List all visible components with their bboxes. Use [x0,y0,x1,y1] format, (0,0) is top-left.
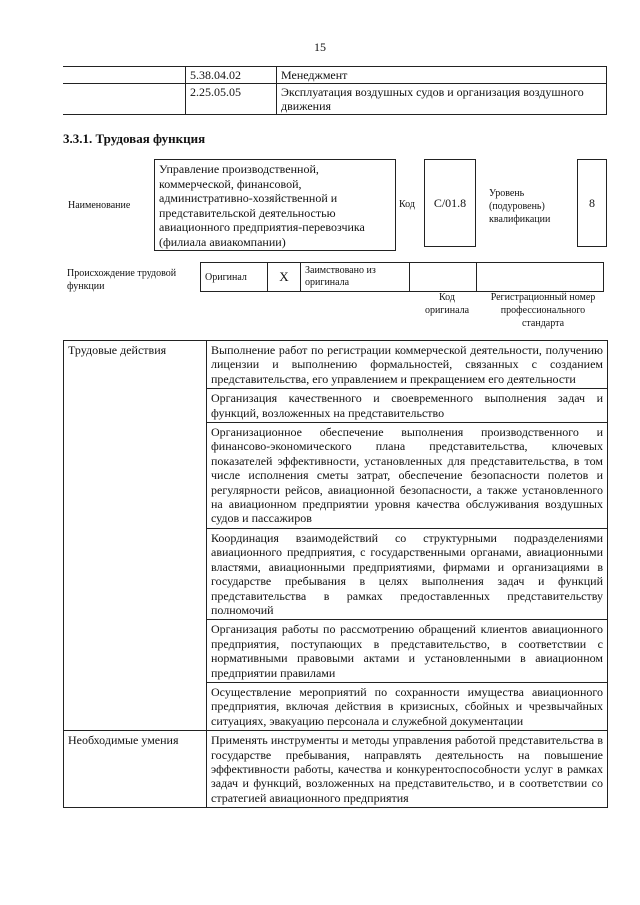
labor-action-item: Организационное обеспечение выполнения производственного и финансово-экономического плана представительства, ключевых показателей эффективности, установленных для представительства, в том числе исполнения сметы затрат, обеспечение безопасности полетов и регулярности рейсов, авиационной безопасности, а также установленного на авиационном предприятии уровня качества обслуживания воздушных судов и пассажиров [207,423,608,529]
code-label: Код [399,199,415,210]
original-mark-cell: X [268,263,301,292]
labor-actions-label: Трудовые действия [64,341,207,731]
skill-item: Применять инструменты и методы управления работой представительства в государстве пребывания, направлять деятельность на повышение эффективности работы, качества и конкурентоспособности услуг в рамках задач и функций, возложенных на представительство, и в соответствии со стратегией авиационного предприятия [207,731,608,808]
level-label [489,187,569,226]
empty-cell [63,84,186,115]
main-table [63,340,608,808]
codes-table [63,66,607,115]
code-original-caption: Код оригинала [424,292,470,316]
function-name-box: Управление производственной, коммерческой, финансовой, административно-хозяйственной и представительской деятельностью авиационного предприятия-перевозчика (филиала авиакомпании) [154,159,396,251]
section-title: 3.3.1. Трудовая функция [63,131,206,146]
origin-table [200,262,604,292]
borrowed-label-cell: Заимствовано из оригинала [301,263,410,292]
code-cell: 2.25.05.05 [186,84,277,115]
page-number: 15 [314,40,326,54]
table-row [64,341,608,389]
skills-label: Необходимые умения [64,731,207,808]
reg-number-cell [477,263,604,292]
name-cell: Эксплуатация воздушных судов и организация воздушного движения [277,84,607,115]
name-label: Наименование [68,200,131,211]
table-row [63,84,607,115]
level-value-box: 8 [577,159,607,247]
table-row [201,263,604,292]
name-cell: Менеджмент [277,67,607,84]
function-code-box: C/01.8 [424,159,476,247]
labor-action-item: Организация работы по рассмотрению обращений клиентов авиационного предприятия, поступающих в представительство, в соответствии с нормативными правовыми актами и установленными в авиационном предприятии правилами [207,620,608,683]
labor-action-item: Выполнение работ по регистрации коммерческой деятельности, получению лицензии и выполнению формальностей, связанных с созданием представительства, его управлением и прекращением его деятельности [207,341,608,389]
labor-action-item: Координация взаимодействий со структурными подразделениями авиационного предприятия, с государственными органами, авиационными властями, авиационными предприятиями, фирмами и организациями в государстве пребывания в целях выполнения задач и функций представительства в рамках предоставленных представительству полномочий [207,528,608,619]
origin-label-text: Происхождение трудовой функции [67,268,177,292]
reg-number-caption: Регистрационный номер профессионального стандарта [490,292,596,329]
code-cell: 5.38.04.02 [186,67,277,84]
labor-action-item: Осуществление мероприятий по сохранности имущества авиационного предприятия, включая действия в кризисных, сбойных и чрезвычайных ситуациях, эвакуацию персонала и служебной документации [207,682,608,730]
empty-cell [63,67,186,84]
table-row [64,731,608,808]
table-row [63,67,607,84]
code-original-cell [410,263,477,292]
original-label-cell: Оригинал [201,263,268,292]
level-label-text: Уровень (подуровень) квалификации [489,188,551,225]
origin-label [67,267,192,293]
labor-action-item: Организация качественного и своевременного выполнения задач и функций, возложенных на представительство [207,389,608,423]
